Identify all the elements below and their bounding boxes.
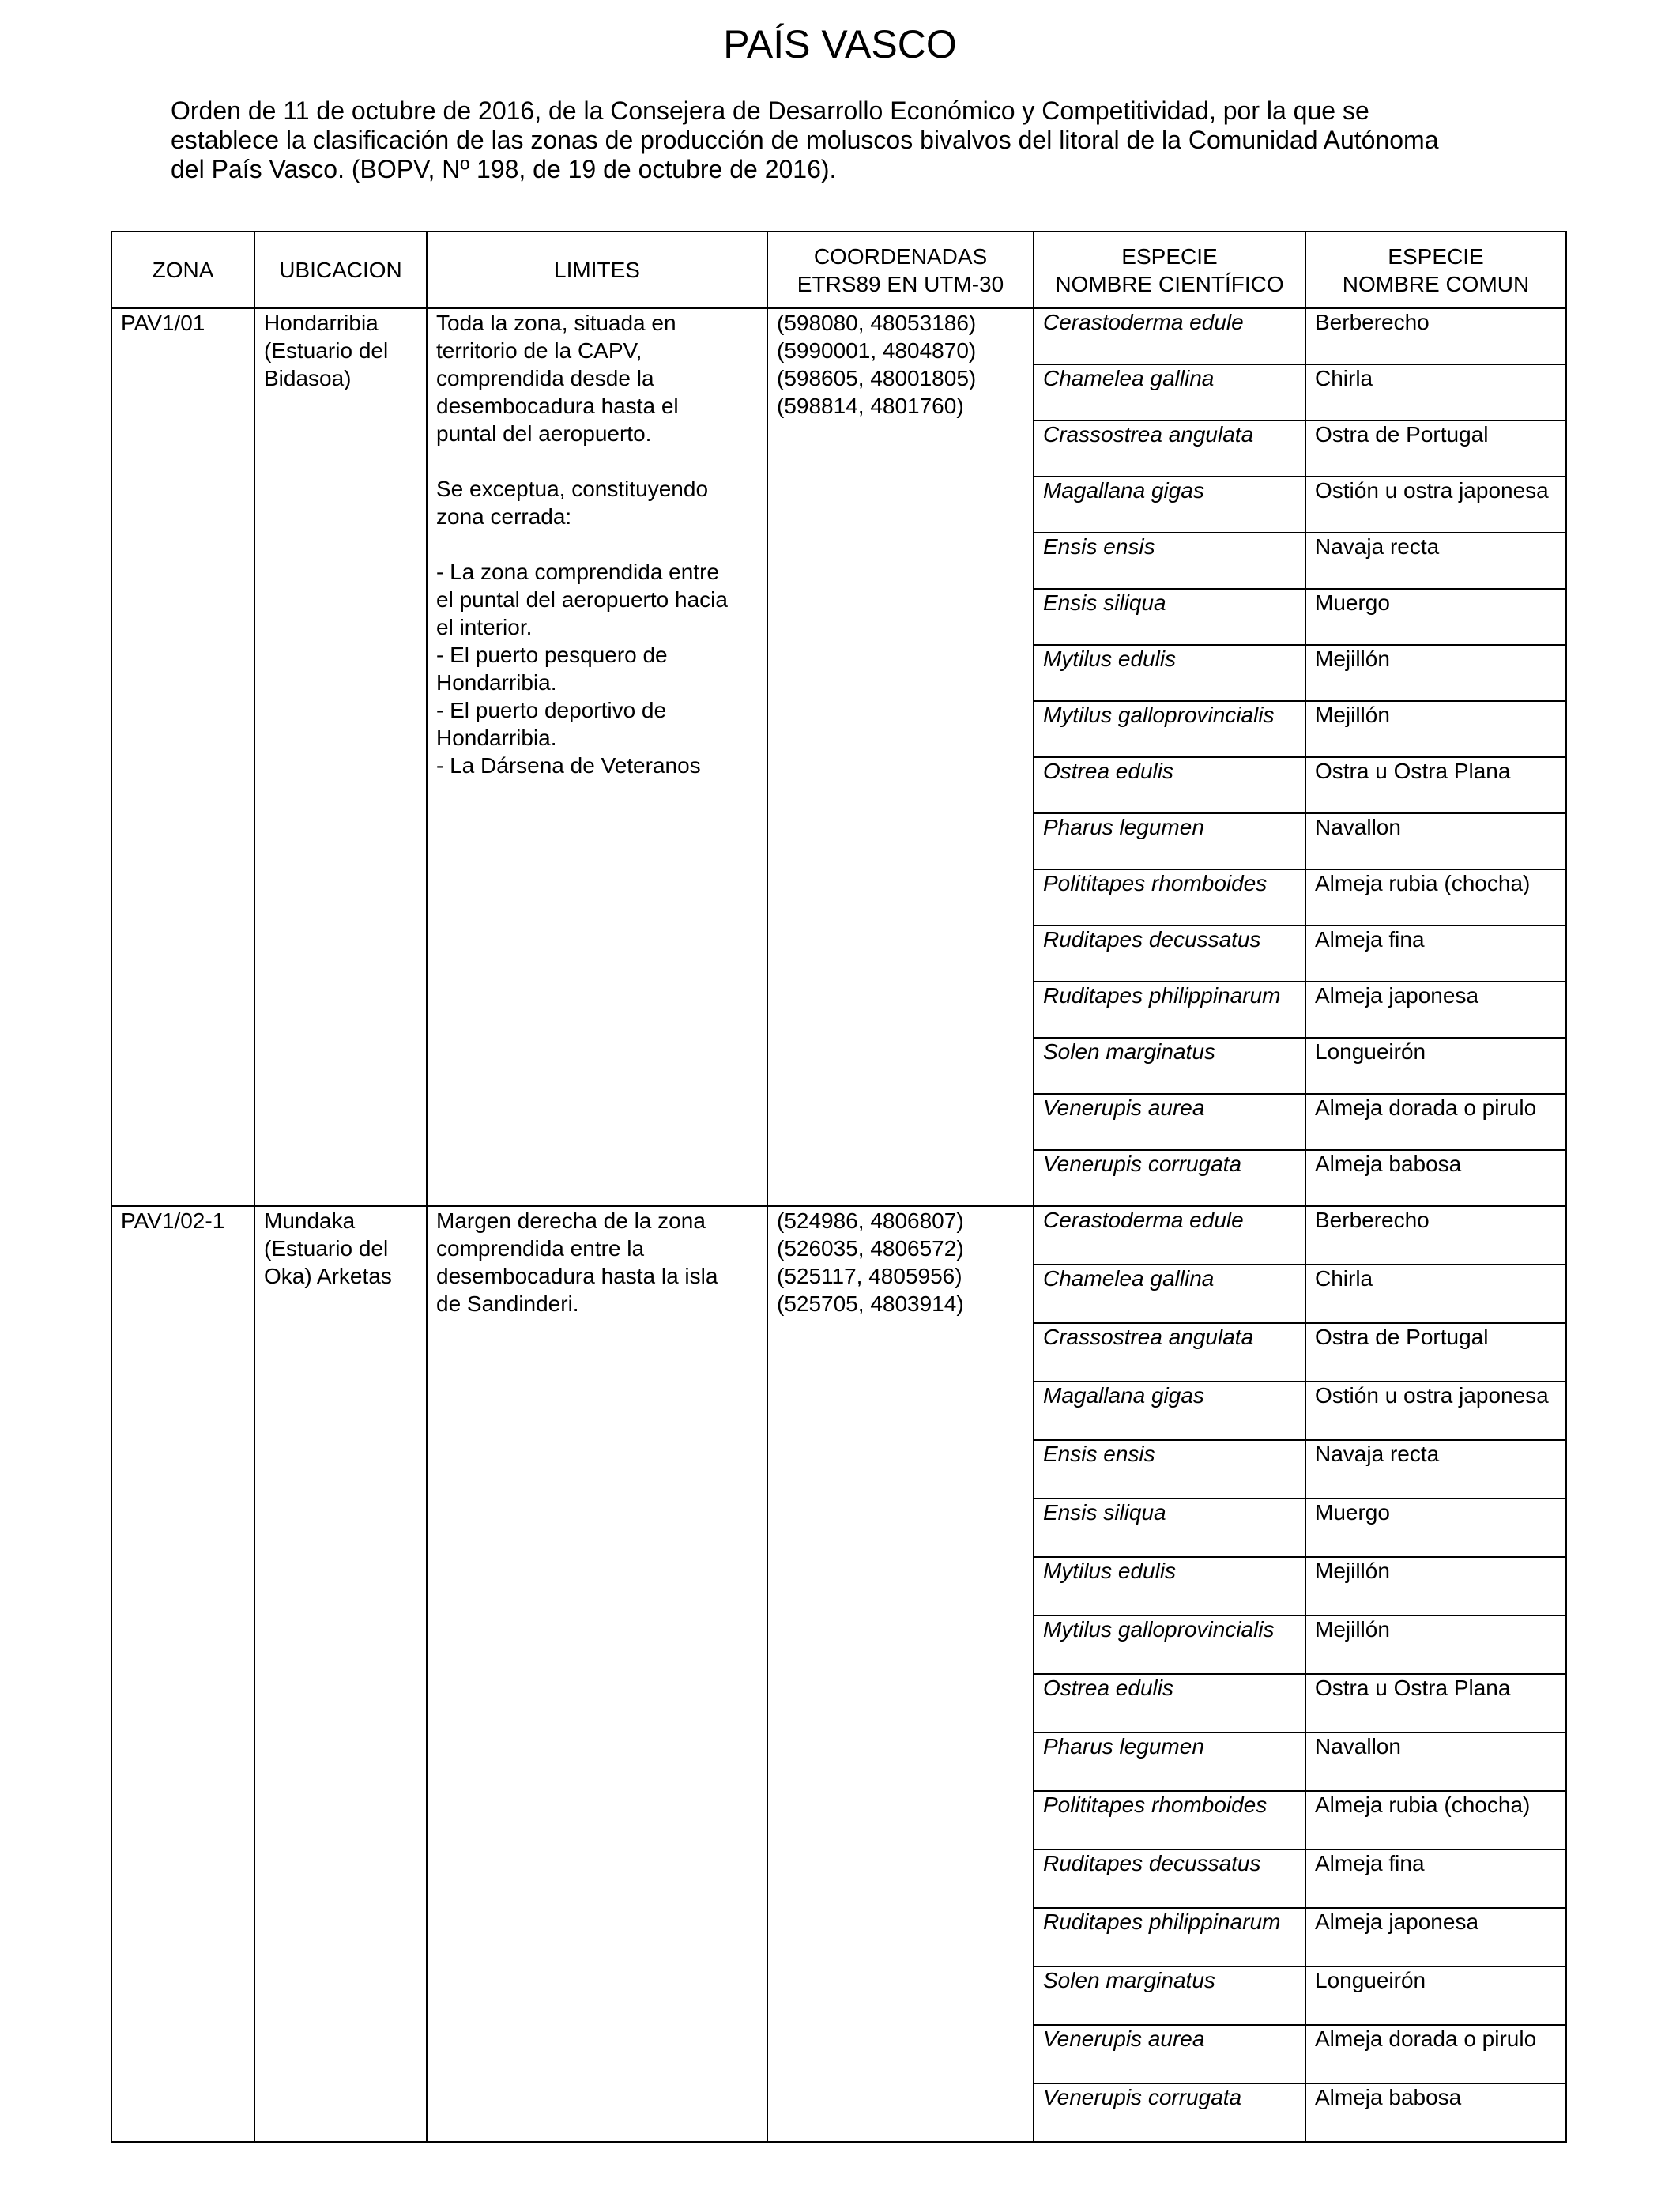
ubicacion-line: Mundaka [264, 1208, 356, 1233]
species-scientific-name: Magallana gigas [1034, 477, 1305, 533]
species-scientific-name: Mytilus edulis [1034, 645, 1305, 701]
limites-line [436, 530, 758, 558]
limites-line: comprendida desde la [436, 366, 654, 390]
header-coordenadas-line1: COORDENADAS [813, 243, 988, 269]
species-common-name: Ostra de Portugal [1305, 1323, 1566, 1382]
table-header-row [111, 232, 1566, 308]
species-scientific-name: Ensis ensis [1034, 533, 1305, 589]
species-common-name: Almeja rubia (chocha) [1305, 869, 1566, 925]
species-common-name: Almeja babosa [1305, 2083, 1566, 2142]
coordenada-line: (5990001, 4804870) [777, 338, 977, 363]
limites-line: desembocadura hasta la isla [436, 1264, 718, 1288]
ubicacion-line: (Estuario del [264, 1236, 389, 1261]
species-common-name: Almeja fina [1305, 925, 1566, 982]
limites-line: Hondarribia. [436, 670, 557, 695]
species-scientific-name: Ostrea edulis [1034, 757, 1305, 813]
zona-cell: PAV1/02-1 [111, 1206, 254, 2142]
limites-line: Margen derecha de la zona [436, 1208, 706, 1233]
limites-line: desembocadura hasta el [436, 394, 679, 418]
limites-line: - El puerto pesquero de [436, 643, 668, 667]
species-scientific-name: Mytilus edulis [1034, 1557, 1305, 1615]
species-common-name: Berberecho [1305, 1206, 1566, 1265]
species-common-name: Almeja japonesa [1305, 982, 1566, 1038]
species-scientific-name: Venerupis corrugata [1034, 1150, 1305, 1206]
zones-table [111, 231, 1567, 2143]
species-common-name: Ostra u Ostra Plana [1305, 1674, 1566, 1732]
species-scientific-name: Solen marginatus [1034, 1966, 1305, 2025]
table-row [111, 308, 1566, 364]
species-scientific-name: Venerupis corrugata [1034, 2083, 1305, 2142]
header-sci-line1: ESPECIE [1121, 243, 1218, 269]
species-scientific-name: Cerastoderma edule [1034, 308, 1305, 364]
limites-cell [427, 308, 767, 1206]
limites-line: - El puerto deportivo de [436, 698, 667, 722]
ubicacion-cell [254, 308, 427, 1206]
intro-line: del País Vasco. (BOPV, Nº 198, de 19 de octubre de 2016). [171, 155, 837, 183]
page-title: PAÍS VASCO [723, 22, 957, 66]
zones-table-body [111, 308, 1566, 2142]
coordenada-line: (524986, 4806807) [777, 1208, 964, 1233]
header-coordenadas [767, 232, 1034, 308]
species-common-name: Ostión u ostra japonesa [1305, 1382, 1566, 1440]
species-scientific-name: Venerupis aurea [1034, 1094, 1305, 1150]
intro-line: establece la clasificación de las zonas de producción de moluscos bivalvos del litoral de la Comunidad Autónoma [171, 126, 1439, 154]
species-scientific-name: Chamelea gallina [1034, 1265, 1305, 1323]
header-limites: LIMITES [427, 232, 767, 308]
species-common-name: Almeja dorada o pirulo [1305, 2025, 1566, 2083]
species-common-name: Navallon [1305, 813, 1566, 869]
species-common-name: Mejillón [1305, 1557, 1566, 1615]
ubicacion-line: Oka) Arketas [264, 1264, 392, 1288]
species-common-name: Navaja recta [1305, 533, 1566, 589]
zona-cell: PAV1/01 [111, 308, 254, 1206]
limites-line: puntal del aeropuerto. [436, 421, 652, 446]
species-common-name: Chirla [1305, 1265, 1566, 1323]
species-scientific-name: Pharus legumen [1034, 1732, 1305, 1791]
species-common-name: Navaja recta [1305, 1440, 1566, 1498]
species-scientific-name: Mytilus galloprovincialis [1034, 1615, 1305, 1674]
species-scientific-name: Mytilus galloprovincialis [1034, 701, 1305, 757]
species-scientific-name: Ruditapes decussatus [1034, 925, 1305, 982]
coordenadas-cell [767, 308, 1034, 1206]
species-common-name: Ostión u ostra japonesa [1305, 477, 1566, 533]
species-scientific-name: Crassostrea angulata [1034, 1323, 1305, 1382]
header-ubicacion: UBICACION [254, 232, 427, 308]
species-common-name: Almeja babosa [1305, 1150, 1566, 1206]
species-scientific-name: Pharus legumen [1034, 813, 1305, 869]
order-description [171, 96, 1530, 184]
species-scientific-name: Venerupis aurea [1034, 2025, 1305, 2083]
header-sci-line2: NOMBRE CIENTÍFICO [1055, 271, 1284, 296]
limites-line: comprendida entre la [436, 1236, 645, 1261]
species-scientific-name: Ensis siliqua [1034, 589, 1305, 645]
species-scientific-name: Ruditapes philippinarum [1034, 982, 1305, 1038]
species-common-name: Longueirón [1305, 1966, 1566, 2025]
header-nombre-comun [1305, 232, 1566, 308]
species-scientific-name: Polititapes rhomboides [1034, 869, 1305, 925]
species-common-name: Mejillón [1305, 645, 1566, 701]
limites-line: zona cerrada: [436, 504, 572, 529]
limites-line: - La Dársena de Veteranos [436, 753, 701, 778]
species-common-name: Longueirón [1305, 1038, 1566, 1094]
species-scientific-name: Magallana gigas [1034, 1382, 1305, 1440]
ubicacion-line: Hondarribia [264, 311, 379, 335]
coordenada-line: (598080, 48053186) [777, 311, 977, 335]
ubicacion-line: (Estuario del [264, 338, 389, 363]
species-scientific-name: Cerastoderma edule [1034, 1206, 1305, 1265]
species-scientific-name: Ensis siliqua [1034, 1498, 1305, 1557]
species-common-name: Muergo [1305, 589, 1566, 645]
coordenada-line: (598605, 48001805) [777, 366, 977, 390]
species-common-name: Almeja dorada o pirulo [1305, 1094, 1566, 1150]
limites-line: de Sandinderi. [436, 1291, 579, 1316]
ubicacion-line: Bidasoa) [264, 366, 352, 390]
species-scientific-name: Crassostrea angulata [1034, 420, 1305, 477]
species-common-name: Ostra de Portugal [1305, 420, 1566, 477]
species-common-name: Mejillón [1305, 701, 1566, 757]
coordenadas-cell [767, 1206, 1034, 2142]
limites-line: Hondarribia. [436, 726, 557, 750]
limites-line: Toda la zona, situada en [436, 311, 676, 335]
species-common-name: Almeja japonesa [1305, 1908, 1566, 1966]
species-common-name: Chirla [1305, 364, 1566, 420]
limites-line: el puntal del aeropuerto hacia [436, 587, 728, 612]
species-scientific-name: Chamelea gallina [1034, 364, 1305, 420]
coordenada-line: (598814, 4801760) [777, 394, 964, 418]
limites-line: Se exceptua, constituyendo [436, 477, 709, 501]
coordenada-line: (525117, 4805956) [777, 1264, 962, 1288]
limites-line: el interior. [436, 615, 533, 639]
species-common-name: Berberecho [1305, 308, 1566, 364]
limites-line: territorio de la CAPV, [436, 338, 642, 363]
species-common-name: Ostra u Ostra Plana [1305, 757, 1566, 813]
species-scientific-name: Ruditapes decussatus [1034, 1849, 1305, 1908]
species-common-name: Muergo [1305, 1498, 1566, 1557]
species-scientific-name: Ensis ensis [1034, 1440, 1305, 1498]
species-scientific-name: Polititapes rhomboides [1034, 1791, 1305, 1849]
species-common-name: Mejillón [1305, 1615, 1566, 1674]
header-com-line1: ESPECIE [1388, 243, 1484, 269]
species-scientific-name: Ruditapes philippinarum [1034, 1908, 1305, 1966]
coordenada-line: (526035, 4806572) [777, 1236, 964, 1261]
ubicacion-cell [254, 1206, 427, 2142]
intro-line: Orden de 11 de octubre de 2016, de la Consejera de Desarrollo Económico y Competitividad, por la que se [171, 96, 1369, 125]
table-row [111, 1206, 1566, 1265]
header-coordenadas-line2: ETRS89 EN UTM-30 [797, 271, 1004, 296]
limites-line: - La zona comprendida entre [436, 560, 719, 584]
limites-line [436, 447, 758, 475]
coordenada-line: (525705, 4803914) [777, 1291, 964, 1316]
species-scientific-name: Ostrea edulis [1034, 1674, 1305, 1732]
species-common-name: Almeja rubia (chocha) [1305, 1791, 1566, 1849]
header-com-line2: NOMBRE COMUN [1342, 271, 1530, 296]
species-common-name: Almeja fina [1305, 1849, 1566, 1908]
header-nombre-cientifico [1034, 232, 1305, 308]
species-common-name: Navallon [1305, 1732, 1566, 1791]
limites-cell [427, 1206, 767, 2142]
header-zona: ZONA [111, 232, 254, 308]
species-scientific-name: Solen marginatus [1034, 1038, 1305, 1094]
